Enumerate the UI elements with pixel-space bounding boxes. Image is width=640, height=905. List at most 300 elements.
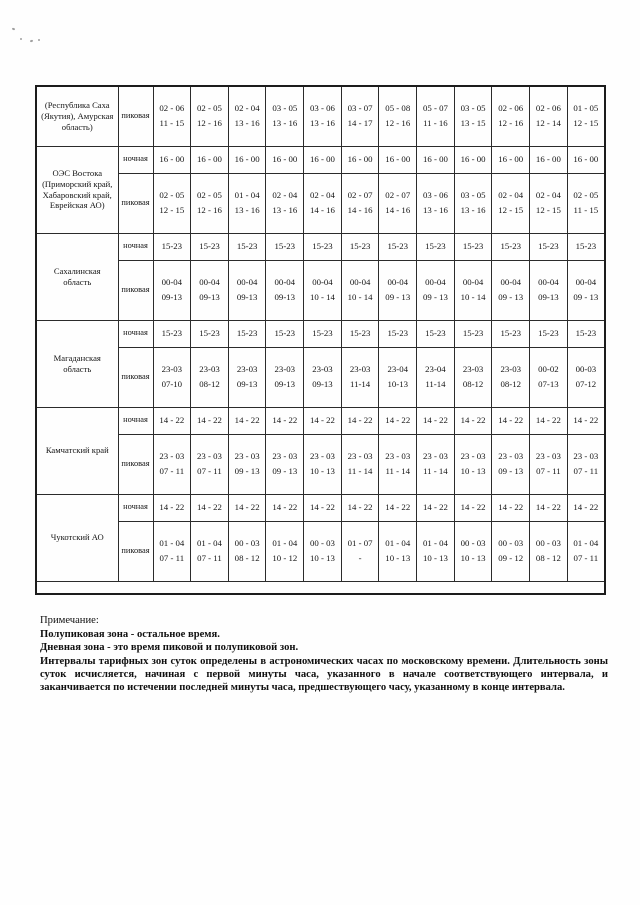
interval-value: 16 - 00: [197, 153, 222, 164]
interval-cell: [379, 233, 417, 260]
interval-value: 23 - 03: [385, 451, 411, 462]
empty-footer-row: [36, 581, 605, 594]
interval-value: 23-03: [500, 364, 521, 375]
interval-value: 15-23: [274, 327, 296, 338]
interval-value: 14 - 22: [460, 501, 486, 512]
interval-cell: [379, 86, 417, 146]
interval-value: 23 - 03: [573, 451, 599, 462]
interval-cell: [379, 494, 417, 521]
interval-cell: [567, 86, 605, 146]
interval-value: 14 - 16: [347, 204, 373, 215]
interval-value: 16 - 00: [159, 153, 185, 164]
note-halfpeak-zone: Полупиковая зона - остальное время.: [40, 629, 220, 641]
interval-cell: [492, 434, 530, 494]
interval-cell: [530, 347, 568, 407]
interval-value: 10 - 13: [460, 552, 486, 563]
interval-value: 23 - 03: [422, 451, 448, 462]
interval-value: 02 - 06: [159, 103, 185, 114]
interval-cell: [530, 434, 568, 494]
interval-value: 01 - 04: [272, 538, 298, 549]
table-row: [36, 434, 605, 494]
interval-value: 08 - 12: [234, 552, 260, 563]
interval-value: 02 - 07: [347, 190, 373, 201]
interval-cell: [228, 320, 266, 347]
interval-value: 15-23: [387, 240, 409, 251]
table-row: [36, 233, 605, 260]
interval-value: 02 - 05: [197, 103, 222, 114]
interval-cell: [153, 260, 191, 320]
region-name-cell: Камчатский край: [36, 407, 118, 494]
interval-value: 15-23: [312, 327, 333, 338]
interval-value: 01 - 05: [573, 103, 599, 114]
interval-value: 07 - 11: [197, 552, 222, 563]
interval-cell: [417, 260, 455, 320]
interval-value: 14 - 22: [234, 414, 260, 425]
interval-value: 07 - 11: [573, 552, 599, 563]
interval-value: 15-23: [387, 327, 409, 338]
interval-value: 12 - 15: [535, 204, 561, 215]
interval-value: 14 - 16: [309, 204, 335, 215]
table-row: [36, 407, 605, 434]
interval-cell: [530, 260, 568, 320]
interval-value: 11-14: [425, 378, 446, 389]
interval-value: 11 - 14: [423, 465, 448, 476]
interval-value: 05 - 08: [385, 103, 411, 114]
zone-label-cell: ночная: [118, 146, 153, 173]
interval-cell: [530, 494, 568, 521]
interval-cell: [228, 233, 266, 260]
interval-cell: [228, 260, 266, 320]
interval-cell: [228, 86, 266, 146]
interval-value: 10 - 13: [309, 552, 335, 563]
interval-value: 01 - 04: [422, 538, 448, 549]
interval-cell: [492, 320, 530, 347]
table-row: [36, 347, 605, 407]
interval-value: 16 - 00: [460, 153, 486, 164]
interval-cell: [454, 434, 492, 494]
interval-value: 15-23: [500, 327, 521, 338]
interval-value: 02 - 04: [535, 190, 561, 201]
interval-cell: [153, 320, 191, 347]
interval-value: 16 - 00: [385, 153, 411, 164]
interval-value: 09-13: [236, 378, 258, 389]
zone-label-cell: пиковая: [118, 173, 153, 233]
interval-cell: [454, 86, 492, 146]
interval-value: 12 - 14: [535, 118, 561, 128]
interval-cell: [530, 86, 568, 146]
tariff-zones-table: [35, 85, 606, 595]
interval-value: 00-04: [161, 277, 183, 288]
interval-cell: [191, 173, 229, 233]
interval-value: 03 - 07: [347, 103, 373, 114]
interval-value: 23-04: [425, 364, 446, 375]
interval-value: 10-13: [387, 378, 409, 389]
interval-value: 11 - 16: [423, 118, 448, 128]
interval-cell: [191, 494, 229, 521]
interval-cell: [417, 233, 455, 260]
interval-value: 00 - 03: [460, 538, 486, 549]
interval-cell: [567, 347, 605, 407]
interval-value: 13 - 16: [460, 204, 486, 215]
interval-value: 08 - 12: [535, 552, 561, 563]
interval-cell: [417, 347, 455, 407]
interval-value: 15-23: [462, 327, 484, 338]
interval-value: 09-13: [538, 291, 559, 302]
interval-value: 14 - 22: [573, 414, 599, 425]
interval-value: 09 - 12: [498, 552, 524, 563]
table-row: [36, 260, 605, 320]
interval-cell: [454, 407, 492, 434]
interval-value: 11 - 15: [573, 204, 599, 215]
interval-value: 14 - 22: [309, 414, 335, 425]
interval-cell: [567, 233, 605, 260]
interval-value: 14 - 22: [535, 501, 561, 512]
interval-value: 10 - 13: [460, 465, 486, 476]
interval-cell: [379, 173, 417, 233]
interval-value: 09-13: [274, 378, 296, 389]
interval-value: 14 - 22: [272, 414, 298, 425]
interval-value: 15-23: [349, 327, 371, 338]
interval-cell: [379, 347, 417, 407]
interval-cell: [304, 86, 342, 146]
interval-cell: [266, 320, 304, 347]
interval-cell: [530, 521, 568, 581]
interval-value: 10 - 13: [422, 552, 448, 563]
interval-value: 11-14: [350, 378, 371, 389]
zone-label-cell: ночная: [118, 407, 153, 434]
interval-value: 14 - 22: [460, 414, 486, 425]
interval-value: 00-04: [312, 277, 333, 288]
interval-value: 15-23: [538, 240, 559, 251]
zone-label-cell: ночная: [118, 233, 153, 260]
interval-value: 14 - 22: [385, 501, 411, 512]
interval-value: 13 - 16: [309, 118, 335, 128]
region-name-cell: Сахалинская область: [36, 233, 118, 320]
interval-value: 13 - 16: [272, 204, 298, 215]
interval-value: 07 - 11: [159, 552, 185, 563]
interval-cell: [266, 173, 304, 233]
interval-cell: [417, 494, 455, 521]
interval-value: 00-04: [199, 277, 220, 288]
interval-value: 00-04: [349, 277, 371, 288]
interval-cell: [266, 347, 304, 407]
interval-value: 00 - 03: [234, 538, 260, 549]
interval-cell: [492, 146, 530, 173]
interval-cell: [567, 407, 605, 434]
interval-value: 14 - 22: [347, 414, 373, 425]
interval-value: 02 - 05: [197, 190, 222, 201]
interval-value: 23-03: [312, 364, 333, 375]
interval-cell: [191, 347, 229, 407]
interval-cell: [266, 146, 304, 173]
interval-value: 11 - 15: [159, 118, 185, 128]
interval-value: 10 - 14: [347, 291, 373, 302]
interval-value: 23-03: [236, 364, 258, 375]
interval-cell: [341, 146, 379, 173]
region-name-cell: Чукотский АО: [36, 494, 118, 581]
interval-value: 23 - 03: [197, 451, 222, 462]
interval-value: 14 - 22: [272, 501, 298, 512]
interval-cell: [567, 260, 605, 320]
interval-cell: [153, 521, 191, 581]
interval-cell: [341, 434, 379, 494]
interval-value: 09-13: [161, 291, 183, 302]
interval-cell: [266, 260, 304, 320]
interval-value: 07-13: [538, 378, 559, 389]
interval-cell: [304, 407, 342, 434]
notes-section: [40, 614, 608, 694]
interval-value: 01 - 04: [159, 538, 185, 549]
interval-value: 10 - 13: [309, 465, 335, 476]
table-row: [36, 494, 605, 521]
interval-cell: [454, 347, 492, 407]
interval-value: 23 - 03: [535, 451, 561, 462]
interval-cell: [304, 173, 342, 233]
interval-cell: [266, 86, 304, 146]
interval-value: 00 - 03: [309, 538, 335, 549]
interval-value: 10 - 14: [460, 291, 486, 302]
interval-value: 16 - 00: [272, 153, 298, 164]
interval-value: 15-23: [538, 327, 559, 338]
interval-value: 02 - 04: [234, 103, 260, 114]
interval-value: 09 - 13: [573, 291, 599, 302]
interval-value: 02 - 04: [272, 190, 298, 201]
interval-cell: [341, 521, 379, 581]
interval-value: 23 - 03: [309, 451, 335, 462]
interval-value: 12 - 16: [197, 204, 222, 215]
interval-value: 00-04: [274, 277, 296, 288]
interval-cell: [153, 494, 191, 521]
interval-value: 00-04: [462, 277, 484, 288]
interval-value: 09-13: [274, 291, 296, 302]
interval-value: 16 - 00: [498, 153, 524, 164]
interval-value: 14 - 22: [422, 501, 448, 512]
interval-value: 14 - 22: [498, 501, 524, 512]
notes-heading: Примечание:: [40, 615, 99, 626]
interval-value: 15-23: [199, 240, 220, 251]
interval-value: 14 - 22: [535, 414, 561, 425]
interval-cell: [228, 146, 266, 173]
interval-value: 12 - 15: [498, 204, 524, 215]
interval-value: 08-12: [462, 378, 484, 389]
interval-cell: [341, 347, 379, 407]
interval-cell: [492, 494, 530, 521]
interval-value: 07 - 11: [573, 465, 599, 476]
interval-value: 14 - 22: [234, 501, 260, 512]
interval-value: 14 - 17: [347, 118, 373, 128]
interval-cell: [266, 521, 304, 581]
interval-cell: [417, 86, 455, 146]
interval-cell: [191, 407, 229, 434]
interval-cell: [341, 233, 379, 260]
interval-cell: [228, 347, 266, 407]
interval-value: 14 - 22: [573, 501, 599, 512]
interval-cell: [417, 173, 455, 233]
interval-cell: [379, 407, 417, 434]
interval-cell: [304, 233, 342, 260]
interval-value: 23-03: [274, 364, 296, 375]
interval-value: 09 - 13: [385, 291, 411, 302]
note-day-zone: Дневная зона - это время пиковой и полупиковой зон.: [40, 642, 299, 654]
interval-value: 13 - 15: [460, 118, 486, 128]
interval-cell: [153, 347, 191, 407]
region-name-cell: (Республика Саха (Якутия), Амурская область): [36, 86, 118, 146]
interval-cell: [417, 320, 455, 347]
interval-cell: [530, 407, 568, 434]
interval-value: 02 - 04: [309, 190, 335, 201]
interval-cell: [417, 521, 455, 581]
interval-value: 07 - 11: [197, 465, 222, 476]
interval-value: 00-04: [575, 277, 597, 288]
interval-value: 23-03: [349, 364, 371, 375]
interval-value: 16 - 00: [234, 153, 260, 164]
interval-value: 23-04: [387, 364, 409, 375]
interval-value: 23 - 03: [159, 451, 185, 462]
interval-value: 14 - 22: [498, 414, 524, 425]
table-row: [36, 146, 605, 173]
interval-cell: [379, 260, 417, 320]
interval-cell: [228, 434, 266, 494]
interval-value: 14 - 16: [385, 204, 411, 215]
note-intervals-paragraph: Интервалы тарифных зон суток определены в астрономических часах по московскому времени. Длительность зоны суток исчисляется, начиная с первой минуты часа, указанного в начале соответствующего интервала, и заканчивается по истечении последней минуты часа, предшествующего часу, указанному в конце интервала.: [40, 655, 608, 694]
interval-value: 23 - 03: [498, 451, 524, 462]
zone-label-cell: пиковая: [118, 347, 153, 407]
interval-cell: [567, 173, 605, 233]
interval-value: 11 - 14: [385, 465, 411, 476]
interval-value: 07-10: [161, 378, 183, 389]
interval-value: 15-23: [500, 240, 521, 251]
interval-value: 23-03: [161, 364, 183, 375]
interval-cell: [492, 233, 530, 260]
interval-value: 10 - 14: [309, 291, 335, 302]
table-row: [36, 173, 605, 233]
interval-value: 15-23: [236, 327, 258, 338]
interval-value: 15-23: [425, 240, 446, 251]
interval-value: 23-03: [462, 364, 484, 375]
interval-value: 14 - 22: [159, 414, 185, 425]
interval-value: 15-23: [199, 327, 220, 338]
interval-value: 00 - 03: [535, 538, 561, 549]
interval-value: 09-13: [236, 291, 258, 302]
interval-cell: [341, 320, 379, 347]
interval-value: 16 - 00: [347, 153, 373, 164]
interval-cell: [417, 434, 455, 494]
interval-cell: [304, 521, 342, 581]
interval-value: 02 - 05: [159, 190, 185, 201]
interval-value: 02 - 06: [498, 103, 524, 114]
zone-label-cell: пиковая: [118, 521, 153, 581]
interval-value: 03 - 05: [460, 103, 486, 114]
table-row: [36, 521, 605, 581]
interval-value: 00-04: [538, 277, 559, 288]
interval-value: 15-23: [349, 240, 371, 251]
interval-cell: [153, 86, 191, 146]
scan-noise-marks: [10, 26, 44, 46]
interval-value: 00-04: [236, 277, 258, 288]
interval-value: 15-23: [312, 240, 333, 251]
interval-value: 08-12: [500, 378, 521, 389]
interval-cell: [567, 434, 605, 494]
interval-value: 14 - 22: [309, 501, 335, 512]
interval-value: 03 - 05: [272, 103, 298, 114]
interval-value: 00-04: [425, 277, 446, 288]
interval-cell: [153, 146, 191, 173]
interval-cell: [341, 173, 379, 233]
region-name-cell: Магаданская область: [36, 320, 118, 407]
interval-cell: [379, 521, 417, 581]
region-name-cell: ОЭС Востока (Приморский край, Хабаровский край, Еврейская АО): [36, 146, 118, 233]
tariff-table-body: [36, 86, 605, 594]
interval-value: 13 - 16: [234, 204, 260, 215]
interval-cell: [153, 173, 191, 233]
interval-value: 15-23: [462, 240, 484, 251]
interval-cell: [567, 494, 605, 521]
interval-cell: [266, 494, 304, 521]
interval-value: 23 - 03: [234, 451, 260, 462]
interval-value: 12 - 16: [498, 118, 524, 128]
interval-value: 09 - 13: [498, 291, 524, 302]
interval-cell: [341, 494, 379, 521]
interval-value: 00-04: [500, 277, 521, 288]
interval-value: 15-23: [575, 240, 597, 251]
interval-value: 07 - 11: [159, 465, 185, 476]
interval-value: 02 - 07: [385, 190, 411, 201]
interval-value: 10 - 12: [272, 552, 298, 563]
interval-cell: [492, 521, 530, 581]
interval-cell: [304, 320, 342, 347]
interval-value: 12 - 16: [197, 118, 222, 128]
interval-cell: [341, 407, 379, 434]
interval-cell: [492, 347, 530, 407]
interval-value: 16 - 00: [422, 153, 448, 164]
interval-cell: [454, 521, 492, 581]
interval-value: 14 - 22: [422, 414, 448, 425]
interval-cell: [304, 260, 342, 320]
interval-cell: [153, 233, 191, 260]
interval-value: 09-13: [312, 378, 333, 389]
interval-value: 23 - 03: [460, 451, 486, 462]
interval-cell: [191, 146, 229, 173]
interval-value: 08-12: [199, 378, 220, 389]
interval-cell: [304, 434, 342, 494]
interval-value: 09 - 13: [234, 465, 260, 476]
interval-value: 09 - 13: [498, 465, 524, 476]
interval-value: 13 - 16: [422, 204, 448, 215]
interval-value: 16 - 00: [535, 153, 561, 164]
interval-value: 15-23: [161, 327, 183, 338]
interval-value: 09 - 13: [272, 465, 298, 476]
interval-value: 14 - 22: [197, 414, 222, 425]
interval-value: 03 - 06: [422, 190, 448, 201]
zone-label-cell: пиковая: [118, 434, 153, 494]
interval-cell: [228, 173, 266, 233]
interval-cell: [492, 86, 530, 146]
interval-value: 00-03: [575, 364, 597, 375]
interval-value: 03 - 06: [309, 103, 335, 114]
interval-cell: [454, 233, 492, 260]
interval-value: 14 - 22: [385, 414, 411, 425]
interval-cell: [492, 173, 530, 233]
interval-value: 14 - 22: [197, 501, 222, 512]
interval-value: 15-23: [575, 327, 597, 338]
interval-value: 14 - 22: [347, 501, 373, 512]
interval-value: 16 - 00: [573, 153, 599, 164]
interval-value: 13 - 16: [234, 118, 260, 128]
interval-cell: [191, 260, 229, 320]
interval-cell: [266, 407, 304, 434]
interval-value: 15-23: [425, 327, 446, 338]
interval-cell: [304, 347, 342, 407]
